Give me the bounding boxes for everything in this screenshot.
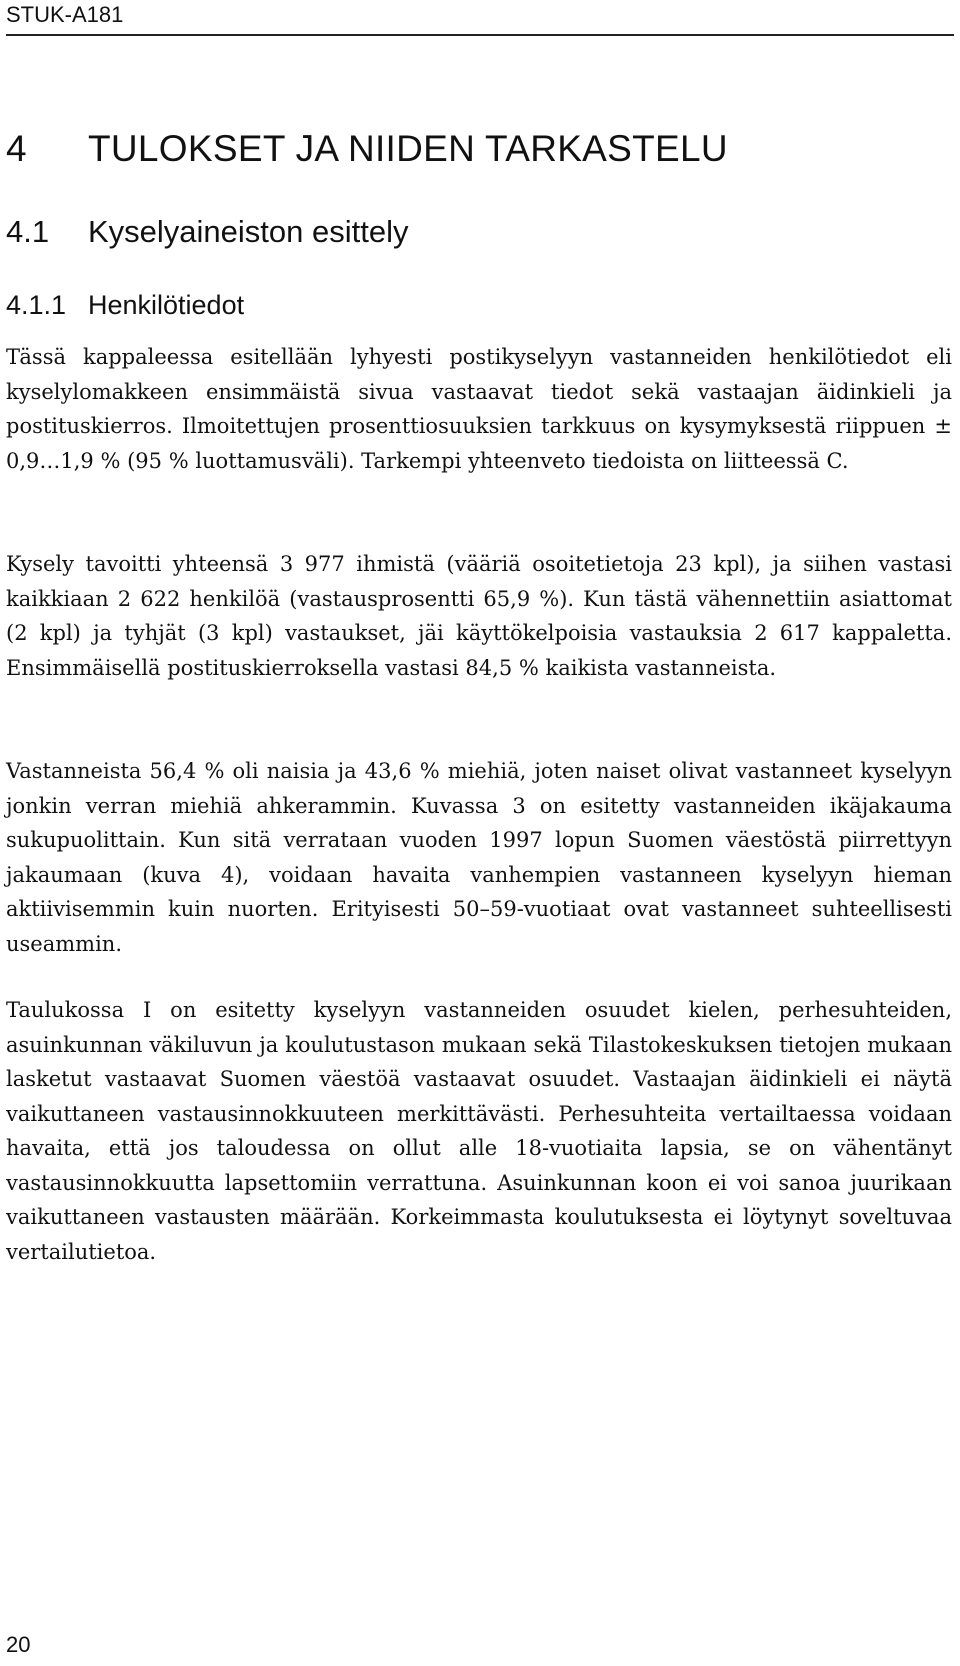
section-title: TULOKSET JA NIIDEN TARKASTELU — [88, 128, 728, 169]
section-heading — [6, 128, 728, 170]
subsubsection-number: 4.1.1 — [6, 290, 67, 320]
subsubsection-heading — [6, 290, 244, 321]
paragraph-response-rate: Kysely tavoitti yhteensä 3 977 ihmistä (vääriä osoitetietoja 23 kpl), ja siihen vastasi kaikkiaan 2 622 henkilöä (vastausprosentti 65,9 %). Kun tästä vähennettiin asiattomat (2 kpl) ja tyhjät (3 kpl) vastaukset, jäi käyttökelpoisia vastauksia 2 617 kappaletta. Ensimmäisellä postituskierroksella vastasi 84,5 % kaikista vastanneista. — [6, 552, 952, 680]
paragraph-gender-age: Vastanneista 56,4 % oli naisia ja 43,6 % miehiä, joten naiset olivat vastanneet kyselyyn jonkin verran miehiä ahkerammin. Kuvassa 3 on esitetty vastanneiden ikäjakauma sukupuolittain. Kun sitä verrataan vuoden 1997 lopun Suomen väestöstä piirrettyyn jakaumaan (kuva 4), voidaan havaita vanhempien vastanneen kyselyyn hieman aktiivisemmin kuin nuorten. Erityisesti 50–59-vuotiaat ovat vastanneet suhteellisesti useammin. — [6, 759, 952, 956]
subsubsection-title: Henkilötiedot — [88, 290, 245, 320]
section-number: 4 — [6, 128, 27, 169]
running-header — [6, 2, 954, 36]
paragraph-intro: Tässä kappaleessa esitellään lyhyesti postikyselyyn vastanneiden henkilötiedot eli kyselylomakkeen ensimmäistä sivua vastaavat tiedot sekä vastaajan äidinkieli ja postituskierros. Ilmoitettujen prosenttiosuuksien tarkkuus on kysymyksestä riippuen ± 0,9…1,9 % (95 % luottamusväli). Tarkempi yhteenveto tiedoista on liitteessä C. — [6, 345, 952, 473]
subsection-number: 4.1 — [6, 214, 50, 249]
document-id: STUK-A181 — [6, 2, 124, 27]
subsection-title: Kyselyaineiston esittely — [88, 214, 409, 249]
subsection-heading — [6, 214, 409, 250]
paragraph-table-comparison: Taulukossa I on esitetty kyselyyn vastanneiden osuudet kielen, perhesuhteiden, asuinkunnan väkiluvun ja koulutustason mukaan sekä Tilastokeskuksen tietojen mukaan lasketut vastaavat Suomen väestöä vastaavat osuudet. Vastaajan äidinkieli ei näytä vaikuttaneen vastausinnokkuuteen merkittävästi. Perhesuhteita vertailtaessa voidaan havaita, että jos taloudessa on ollut alle 18-vuotiaita lapsia, se on vähentänyt vastausinnokkuutta lapsettomiin verrattuna. Asuinkunnan koon ei voi sanoa juurikaan vaikuttaneen vastausten määrään. Korkeimmasta koulutuksesta ei löytynyt soveltuvaa vertailutietoa. — [6, 998, 952, 1264]
page-number: 20 — [6, 1632, 31, 1657]
